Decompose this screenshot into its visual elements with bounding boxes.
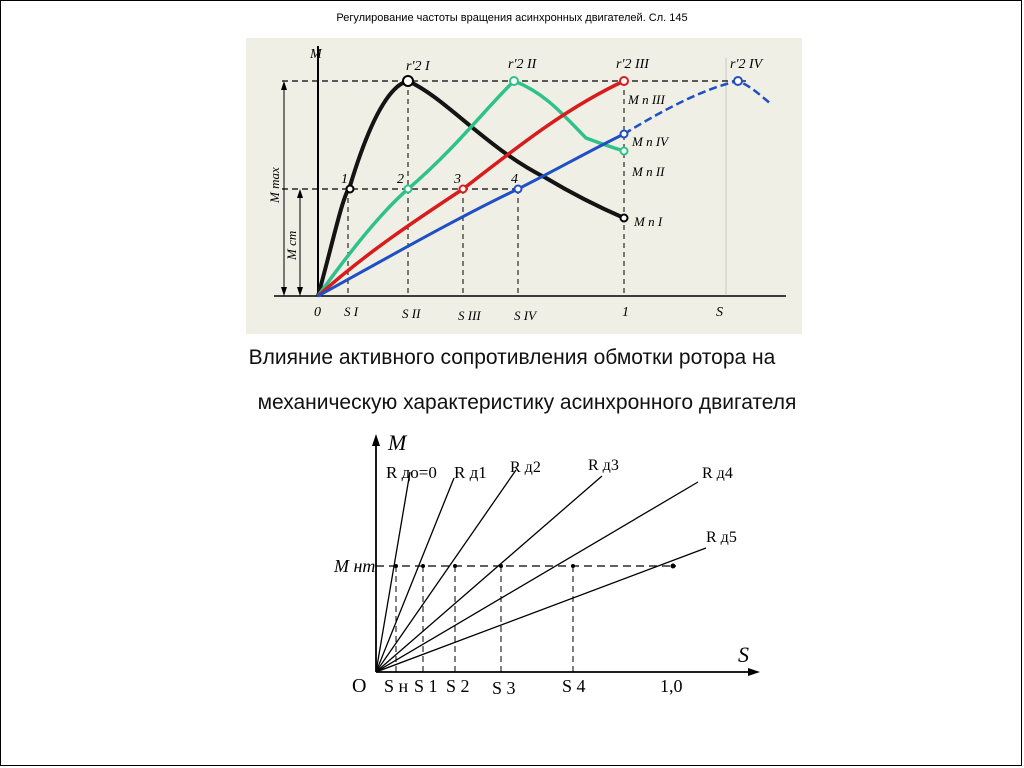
bottom-origin-label: O	[352, 675, 367, 697]
peak-label-3: r'2 III	[616, 57, 649, 72]
line-rd1	[376, 478, 454, 672]
line-rd3	[376, 476, 602, 672]
s-tick-1: S I	[344, 304, 359, 319]
m-ct-label: M ст	[284, 230, 299, 260]
start-4	[621, 131, 628, 138]
top-axis-m-label: M	[310, 47, 322, 62]
slide-header: Регулирование частоты вращения асинхронных двигателей. Сл. 145	[336, 12, 688, 24]
peak-3	[620, 77, 628, 85]
torque-slip-figure	[246, 38, 802, 334]
r-label-4: R д4	[702, 465, 733, 482]
curve-r2-4	[318, 134, 624, 296]
peak-2	[510, 77, 518, 85]
line-rd0	[376, 472, 410, 672]
bottom-s-tick-4: S 3	[492, 678, 516, 698]
peak-label-2: r'2 II	[508, 57, 537, 72]
bottom-s-tick-1: S н	[384, 676, 409, 696]
bottom-s-tick-5: S 4	[562, 676, 586, 696]
peak-4	[734, 77, 742, 85]
m-nom-label: M нт	[334, 556, 376, 576]
point-label-1: 1	[341, 172, 348, 187]
r-label-0: R до=0	[386, 463, 437, 482]
line-rd4	[376, 482, 698, 672]
bottom-s-tick-6: 1,0	[660, 676, 683, 696]
peak-1	[403, 76, 413, 86]
r-label-2: R д2	[510, 459, 541, 476]
peak-label-1: r'2 I	[406, 59, 430, 74]
s-tick-2: S II	[402, 306, 421, 321]
mn-label-4: M п IV	[632, 134, 669, 149]
r-label-5: R д5	[706, 529, 737, 546]
peak-label-4: r'2 IV	[730, 57, 763, 72]
mn-label-3: M п III	[628, 92, 665, 107]
m-max-label: M max	[267, 167, 282, 203]
r-label-3: R д3	[588, 457, 619, 474]
line-rd5	[376, 548, 706, 672]
start-2	[621, 148, 628, 155]
s-tick-3: S III	[458, 308, 481, 323]
caption-line-2: механическую характеристику асинхронного двигателя	[257, 391, 797, 414]
top-one-label: 1	[622, 305, 629, 320]
bottom-s-tick-3: S 2	[446, 676, 470, 696]
point-2	[405, 186, 412, 193]
top-axis-s-label: S	[716, 305, 723, 320]
bottom-axis-s-label: S	[738, 642, 749, 667]
line-rd2	[376, 470, 516, 672]
rotor-resistance-figure	[326, 430, 776, 710]
top-origin-label: 0	[314, 305, 321, 320]
point-label-4: 4	[511, 172, 518, 187]
r-label-1: R д1	[454, 463, 487, 482]
point-label-3: 3	[454, 172, 461, 187]
point-label-2: 2	[397, 172, 404, 187]
caption-line-1: Влияние активного сопротивления обмотки ротора на	[248, 346, 776, 369]
bottom-s-tick-2: S 1	[414, 676, 438, 696]
mn-label-2: M п II	[632, 164, 665, 179]
start-1	[621, 215, 628, 222]
s-tick-4: S IV	[514, 308, 537, 323]
bottom-axis-m-label: M	[388, 430, 407, 455]
mn-label-1: M п I	[634, 214, 663, 229]
